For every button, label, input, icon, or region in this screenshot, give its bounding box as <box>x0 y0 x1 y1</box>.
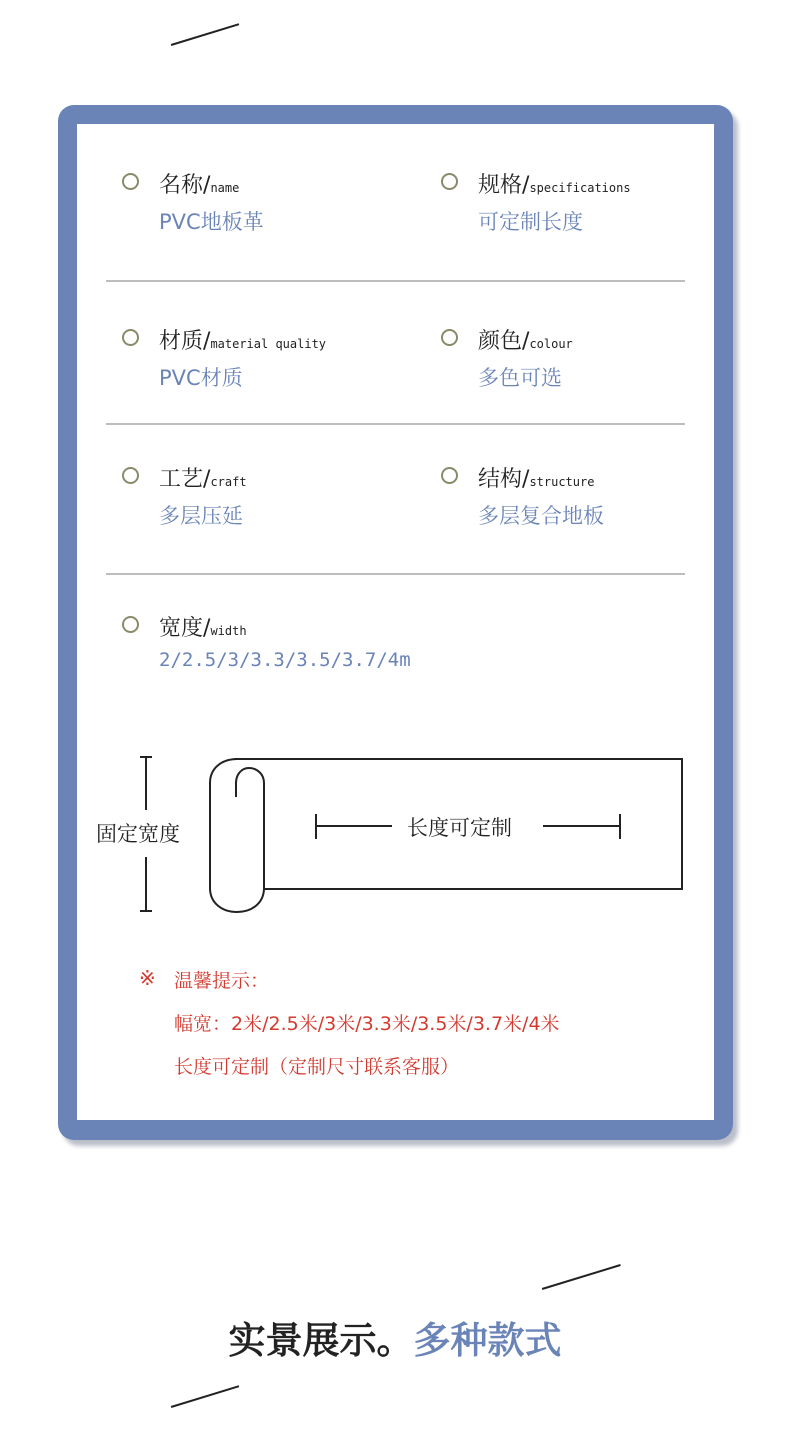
spec-specifications-title: 规格/specifications <box>478 173 631 198</box>
section-heading-accent: 多种款式 <box>413 1319 562 1362</box>
spec-name-title: 名称/name <box>159 173 240 198</box>
spec-craft-value: 多层压延 <box>159 504 243 528</box>
spec-craft-title: 工艺/craft <box>159 467 247 492</box>
spec-structure-value: 多层复合地板 <box>478 504 604 528</box>
tip-width-line: 幅宽：2米/2.5米/3米/3.3米/3.5米/3.7米/4米 <box>174 1013 560 1035</box>
spec-name-value: PVC地板革 <box>159 210 264 234</box>
tip-reference-mark: ※ <box>139 966 156 990</box>
custom-length-label: 长度可定制 <box>407 816 512 840</box>
spec-material-title: 材质/material quality <box>159 329 327 354</box>
spec-specifications-value: 可定制长度 <box>478 210 583 234</box>
spec-colour-value: 多色可选 <box>478 366 562 390</box>
tip-title: 温馨提示： <box>174 970 270 992</box>
spec-width-title: 宽度/width <box>159 616 247 641</box>
section-heading-main: 实景展示。 <box>228 1319 414 1362</box>
spec-material-value: PVC材质 <box>159 366 243 390</box>
spec-colour-title: 颜色/colour <box>478 329 573 354</box>
spec-width-value: 2/2.5/3/3.3/3.5/3.7/4m <box>159 649 411 671</box>
fixed-width-label: 固定宽度 <box>96 822 180 846</box>
roll-body <box>210 759 264 912</box>
section-heading <box>0 1310 790 1364</box>
tip-length-line: 长度可定制（定制尺寸联系客服） <box>174 1056 460 1078</box>
spec-structure-title: 结构/structure <box>478 467 595 492</box>
